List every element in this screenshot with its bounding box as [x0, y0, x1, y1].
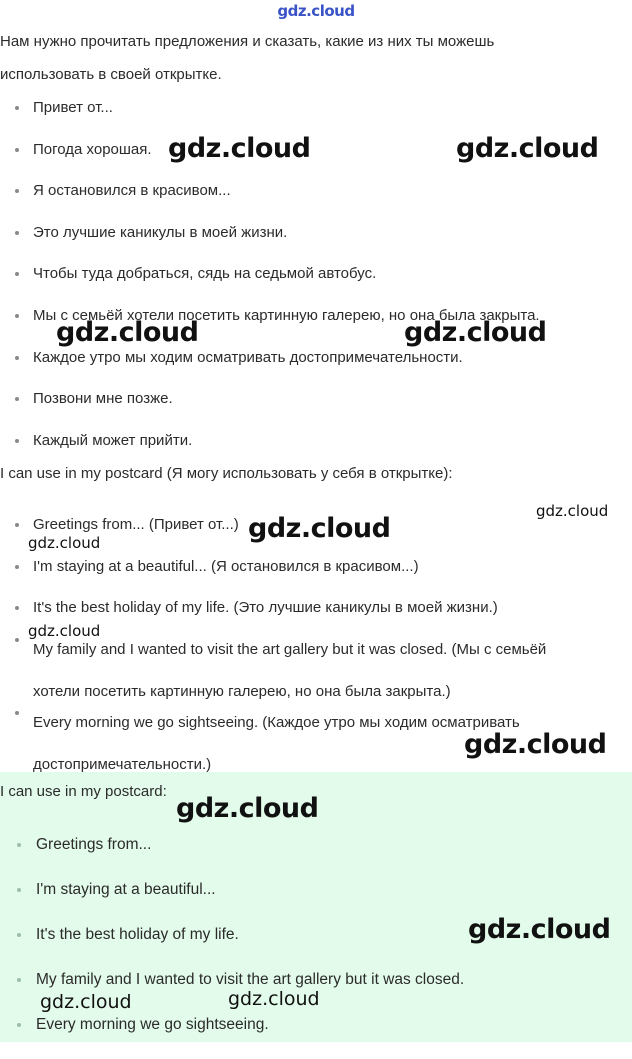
list-item: Greetings from... — [0, 834, 464, 879]
bullet-icon — [17, 888, 21, 892]
watermark: gdz.cloud — [464, 729, 607, 760]
watermark: gdz.cloud — [456, 133, 599, 164]
bullet-icon — [15, 356, 19, 360]
watermark: gdz.cloud — [536, 502, 609, 520]
bullet-icon — [15, 439, 19, 443]
watermark: gdz.cloud — [40, 991, 132, 1013]
list-item: Чтобы туда добраться, сядь на седьмой автобус. — [0, 263, 540, 305]
site-logo[interactable]: gdz.cloud — [277, 2, 355, 20]
list-item: Я остановился в красивом... — [0, 180, 540, 222]
list-item: Погода хорошая. — [0, 139, 540, 181]
watermark: gdz.cloud — [404, 317, 547, 348]
watermark: gdz.cloud — [168, 133, 311, 164]
intro-line: использовать в своей открытке. — [0, 66, 222, 83]
bullet-icon — [15, 272, 19, 276]
intro-line: Нам нужно прочитать предложения и сказать, какие из них ты можешь — [0, 33, 495, 50]
list-item: I'm staying at a beautiful... (Я остановился в красивом...) — [0, 556, 546, 598]
list-item: My family and I wanted to visit the art gallery but it was closed. — [0, 969, 464, 1014]
list-item: It's the best holiday of my life. — [0, 924, 464, 969]
bullet-icon — [15, 523, 19, 527]
list-item: Привет от... — [0, 97, 540, 139]
list-item: Greetings from... (Привет от...) — [0, 514, 546, 556]
bullet-icon — [15, 606, 19, 610]
bullet-icon — [15, 397, 19, 401]
watermark: gdz.cloud — [468, 914, 611, 945]
list-item: Это лучшие каникулы в моей жизни. — [0, 222, 540, 264]
answer-list — [0, 834, 464, 1059]
bullet-icon — [15, 314, 19, 318]
bullet-icon — [15, 231, 19, 235]
watermark: gdz.cloud — [28, 622, 101, 640]
list-item: Позвони мне позже. — [0, 388, 540, 430]
bullet-icon — [15, 711, 19, 715]
bullet-icon — [17, 978, 21, 982]
intro-paragraph — [0, 31, 494, 97]
bullet-icon — [15, 148, 19, 152]
translated-heading: I can use in my postcard (Я могу использовать у себя в открытке): — [0, 465, 453, 482]
watermark: gdz.cloud — [248, 513, 391, 544]
bullet-icon — [15, 638, 19, 642]
bullet-icon — [17, 933, 21, 937]
watermark: gdz.cloud — [176, 793, 319, 824]
bullet-icon — [15, 565, 19, 569]
watermark: gdz.cloud — [28, 534, 101, 552]
watermark: gdz.cloud — [56, 317, 199, 348]
list-item: I'm staying at a beautiful... — [0, 879, 464, 924]
list-item: Every morning we go sightseeing. (Каждое утро мы ходим осматривать достопримечательности.) — [0, 702, 546, 785]
list-item: Every morning we go sightseeing. — [0, 1014, 464, 1059]
watermark: gdz.cloud — [228, 988, 320, 1010]
bullet-icon — [17, 843, 21, 847]
list-item: It's the best holiday of my life. (Это лучшие каникулы в моей жизни.) — [0, 597, 546, 639]
answer-heading: I can use in my postcard: — [0, 783, 167, 800]
bullet-icon — [15, 189, 19, 193]
list-item: Каждый может прийти. — [0, 430, 540, 472]
list-item: Каждое утро мы ходим осматривать достопримечательности. — [0, 347, 540, 389]
list-item: My family and I wanted to visit the art gallery but it was closed. (Мы с семьёй хотели посетить картинную галерею, но она была закрыта.) — [0, 629, 546, 712]
bullet-icon — [15, 106, 19, 110]
bullet-icon — [17, 1023, 21, 1027]
list-item: Мы с семьёй хотели посетить картинную галерею, но она была закрыта. — [0, 305, 540, 347]
